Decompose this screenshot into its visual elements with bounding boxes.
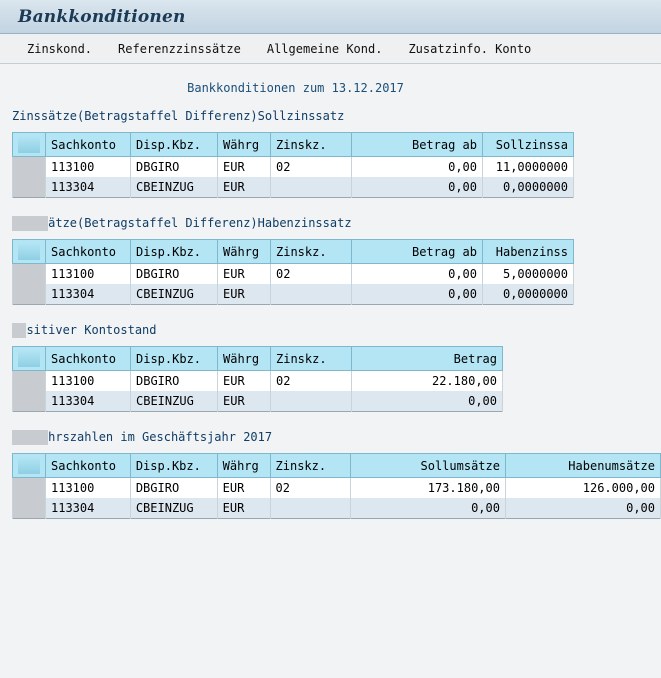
menu-bar [0,34,661,64]
table-cell[interactable]: 0,00 [352,391,503,412]
table-cell[interactable]: 02 [271,264,352,285]
row-selector-indicator [18,159,40,175]
row-selector[interactable] [13,157,46,178]
table-cell[interactable] [270,498,351,519]
table-cell[interactable]: 173.180,00 [351,478,506,499]
table-cell[interactable]: 113100 [46,264,131,285]
table-cell[interactable]: 0,00 [351,498,506,519]
table-cell[interactable] [271,177,352,198]
column-header[interactable]: Disp.Kbz. [131,240,218,264]
menu-item-referenzzinssaetze[interactable]: Referenzzinssätze [118,41,241,56]
column-header[interactable]: Zinskz. [271,240,352,264]
section-title-masked-prefix [12,216,48,231]
content-area [0,81,661,519]
table-cell[interactable]: EUR [218,371,271,392]
table-cell[interactable]: 113304 [46,177,131,198]
table-corner-cell[interactable] [13,347,46,371]
table-cell[interactable]: 0,00 [505,498,660,519]
table-cell[interactable] [271,284,352,305]
section-title [12,323,661,338]
table-cell[interactable]: 5,0000000 [483,264,574,285]
table-cell[interactable]: 0,00 [352,157,483,178]
column-header[interactable]: Währg [217,454,270,478]
column-header[interactable]: Sachkonto [46,347,131,371]
table-cell[interactable] [271,391,352,412]
section [0,109,661,198]
sections-host [0,109,661,519]
table-cell[interactable]: EUR [217,478,270,499]
select-all-indicator [18,243,40,260]
column-header[interactable]: Sollzinssa [483,133,574,157]
table-cell[interactable]: EUR [217,498,270,519]
table-cell[interactable]: 113304 [46,284,131,305]
row-selector[interactable] [13,177,46,198]
table-cell[interactable]: DBGIRO [130,478,217,499]
table-row[interactable] [13,157,574,178]
row-selector-indicator [18,480,40,496]
select-all-indicator [18,350,40,367]
page-title: Bankkonditionen zum 13.12.2017 [187,81,404,95]
table-cell[interactable]: 0,00 [352,177,483,198]
section [0,323,661,412]
section-title [12,109,661,124]
table-cell[interactable]: DBGIRO [131,371,218,392]
table-cell[interactable]: 0,00 [352,264,483,285]
table-cell[interactable]: 113100 [46,371,131,392]
table-row[interactable] [13,498,661,519]
table-cell[interactable]: EUR [218,284,271,305]
select-all-indicator [18,136,40,153]
section-title-text: ätze(Betragstaffel Differenz)Habenzinssatz [48,216,352,230]
section-title-masked-prefix [12,430,48,445]
table-cell[interactable]: EUR [218,391,271,412]
row-selector-indicator [18,286,40,302]
table-cell[interactable]: CBEINZUG [131,391,218,412]
row-selector-indicator [18,500,40,516]
table-cell[interactable]: EUR [218,177,271,198]
table-cell[interactable]: 02 [271,371,352,392]
table-row[interactable] [13,264,574,285]
table-cell[interactable]: 113100 [46,478,131,499]
table-cell[interactable]: 0,0000000 [483,177,574,198]
column-header[interactable]: Sachkonto [46,240,131,264]
data-table[interactable] [12,453,661,519]
table-cell[interactable]: EUR [218,264,271,285]
column-header[interactable]: Habenzinss [483,240,574,264]
column-header[interactable]: Betrag [352,347,503,371]
section-title [12,430,661,445]
select-all-indicator [18,457,40,474]
section-title-text: hrszahlen im Geschäftsjahr 2017 [48,430,273,444]
table-header-row [13,454,661,478]
row-selector-indicator [18,373,40,389]
section [0,216,661,305]
column-header[interactable]: Zinskz. [271,133,352,157]
row-selector[interactable] [13,264,46,285]
row-selector-indicator [18,393,40,409]
table-cell[interactable]: 11,0000000 [483,157,574,178]
column-header[interactable]: Zinskz. [270,454,351,478]
table-cell[interactable]: 0,00 [352,284,483,305]
table-cell[interactable]: 113100 [46,157,131,178]
column-header[interactable]: Sollumsätze [351,454,506,478]
column-header[interactable]: Betrag ab [352,240,483,264]
column-header[interactable]: Betrag ab [352,133,483,157]
section-title-text: sitiver Kontostand [26,323,157,337]
table-header-row [13,347,503,371]
column-header[interactable]: Währg [218,133,271,157]
column-header[interactable]: Sachkonto [46,133,131,157]
column-header[interactable]: Währg [218,347,271,371]
table-header-row [13,240,574,264]
menu-item-allgemeine-kond[interactable]: Allgemeine Kond. [266,41,383,56]
menu-item-zusatzinfo-konto[interactable]: Zusatzinfo. Konto [408,41,532,56]
table-cell[interactable]: DBGIRO [131,264,218,285]
section [0,430,661,519]
table-cell[interactable]: DBGIRO [131,157,218,178]
row-selector-indicator [18,179,40,195]
table-row[interactable] [13,478,661,499]
column-header[interactable]: Disp.Kbz. [131,133,218,157]
row-selector[interactable] [13,478,46,499]
table-cell[interactable]: 113304 [46,498,131,519]
section-title-text: Zinssätze(Betragstaffel Differenz)Sollzinssatz [12,109,345,123]
table-cell[interactable]: 02 [271,157,352,178]
menu-item-zinskond[interactable]: Zinskond. [27,41,93,56]
table-cell[interactable]: EUR [218,157,271,178]
table-cell[interactable]: 22.180,00 [352,371,503,392]
row-selector-indicator [18,266,40,282]
table-cell[interactable]: CBEINZUG [130,498,217,519]
data-table[interactable] [12,132,574,198]
table-cell[interactable]: 113304 [46,391,131,412]
row-selector[interactable] [13,391,46,412]
table-cell[interactable]: 126.000,00 [505,478,660,499]
row-selector[interactable] [13,371,46,392]
table-corner-cell[interactable] [13,133,46,157]
table-corner-cell[interactable] [13,240,46,264]
window-titlebar [0,0,661,34]
table-cell[interactable]: CBEINZUG [131,284,218,305]
data-table[interactable] [12,346,503,412]
table-row[interactable] [13,371,503,392]
table-cell[interactable]: 02 [270,478,351,499]
data-table[interactable] [12,239,574,305]
row-selector[interactable] [13,284,46,305]
column-header[interactable]: Habenumsätze [505,454,660,478]
section-title-masked-prefix [12,323,26,338]
table-cell[interactable]: CBEINZUG [131,177,218,198]
column-header[interactable]: Währg [218,240,271,264]
table-row[interactable] [13,284,574,305]
table-row[interactable] [13,391,503,412]
row-selector[interactable] [13,498,46,519]
table-corner-cell[interactable] [13,454,46,478]
table-header-row [13,133,574,157]
column-header[interactable]: Zinskz. [271,347,352,371]
column-header[interactable]: Disp.Kbz. [131,347,218,371]
window-title: Bankkonditionen [18,6,186,27]
table-row[interactable] [13,177,574,198]
column-header[interactable]: Disp.Kbz. [130,454,217,478]
section-title [12,216,661,231]
column-header[interactable]: Sachkonto [46,454,131,478]
table-cell[interactable]: 0,0000000 [483,284,574,305]
